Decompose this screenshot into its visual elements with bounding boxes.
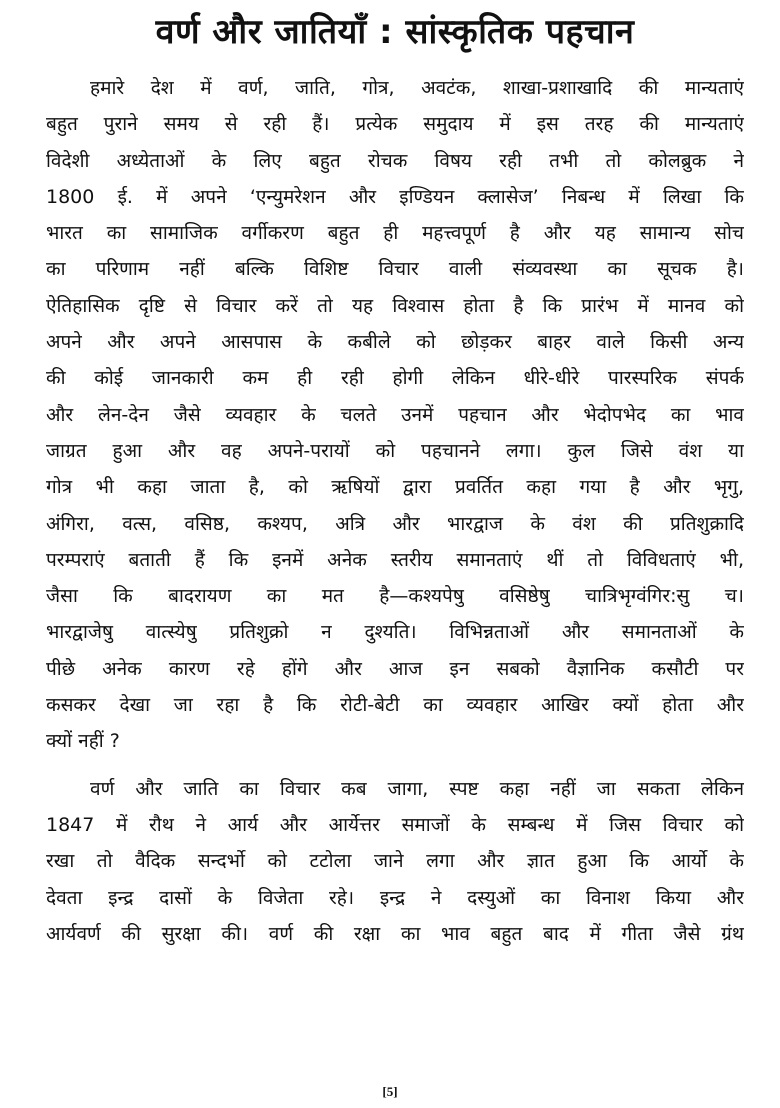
- text-line: और लेन-देन जैसे व्यवहार के चलते उनमें पहचान और भेदोपभेद का भाव: [46, 403, 744, 426]
- text-line: रखा तो वैदिक सन्दर्भो को टटोला जाने लगा और ज्ञात हुआ कि आर्यो के: [46, 850, 744, 873]
- chapter-title: वर्ण और जातियाँ : सांस्कृतिक पहचान: [155, 12, 635, 52]
- text-line: 1800 ई. में अपने ‘एन्युमरेशन और इण्डियन क्लासेज’ निबन्ध में लिखा कि: [46, 185, 744, 208]
- paragraph-2: [46, 771, 744, 952]
- text-line: बहुत पुराने समय से रही हैं। प्रत्येक समुदाय में इस तरह की मान्यताएं: [46, 113, 744, 136]
- text-line: जैसा कि बादरायण का मत है—कश्यपेषु वसिष्ठेषु चात्रिभृग्वंगिर:सु च।: [46, 585, 744, 608]
- page-number: [5]: [382, 1084, 398, 1099]
- text-line: की कोई जानकारी कम ही रही होगी लेकिन धीरे-धीरे पारस्परिक संपर्क: [46, 367, 744, 390]
- text-line: गोत्र भी कहा जाता है, को ऋषियों द्वारा प्रवर्तित कहा गया है और भृगु,: [46, 476, 744, 499]
- text-line: का परिणाम नहीं बल्कि विशिष्ट विचार वाली संव्यवस्था का सूचक है।: [46, 258, 744, 281]
- text-line: वर्ण और जाति का विचार कब जागा, स्पष्ट कहा नहीं जा सकता लेकिन: [90, 777, 744, 800]
- paragraph-1: [46, 70, 744, 760]
- text-line: पीछे अनेक कारण रहे होंगे और आज इन सबको वैज्ञानिक कसौटी पर: [46, 657, 744, 680]
- text-line: परम्पराएं बताती हैं कि इनमें अनेक स्तरीय समानताएं थीं तो विविधताएं भी,: [46, 548, 744, 571]
- text-line: देवता इन्द्र दासों के विजेता रहे। इन्द्र ने दस्युओं का विनाश किया और: [46, 886, 744, 909]
- text-line: ऐतिहासिक दृष्टि से विचार करें तो यह विश्वास होता है कि प्रारंभ में मानव को: [46, 294, 744, 317]
- text-line: क्यों नहीं ?: [46, 730, 120, 753]
- text-line: जाग्रत हुआ और वह अपने-परायों को पहचानने लगा। कुल जिसे वंश या: [46, 439, 744, 462]
- text-line: भारत का सामाजिक वर्गीकरण बहुत ही महत्त्वपूर्ण है और यह सामान्य सोच: [46, 222, 744, 245]
- text-line: आर्यवर्ण की सुरक्षा की। वर्ण की रक्षा का भाव बहुत बाद में गीता जैसे ग्रंथ: [46, 922, 744, 945]
- text-line: हमारे देश में वर्ण, जाति, गोत्र, अवटंक, शाखा-प्रशाखादि की मान्यताएं: [90, 77, 744, 99]
- text-line: अपने और अपने आसपास के कबीले को छोड़कर बाहर वाले किसी अन्य: [46, 331, 744, 354]
- text-line: अंगिरा, वत्स, वसिष्ठ, कश्यप, अत्रि और भारद्वाज के वंश की प्रतिशुक्रादि: [46, 512, 744, 535]
- text-line: कसकर देखा जा रहा है कि रोटी-बेटी का व्यवहार आखिर क्यों होता और: [46, 694, 744, 717]
- text-line: 1847 में रौथ ने आर्य और आर्येत्तर समाजों के सम्बन्ध में जिस विचार को: [46, 813, 744, 836]
- text-line: भारद्वाजेषु वात्स्येषु प्रतिशुक्रो न दुश्यति। विभिन्नताओं और समानताओं के: [46, 621, 744, 644]
- text-line: विदेशी अध्येताओं के लिए बहुत रोचक विषय रही तभी तो कोलब्रुक ने: [46, 149, 744, 172]
